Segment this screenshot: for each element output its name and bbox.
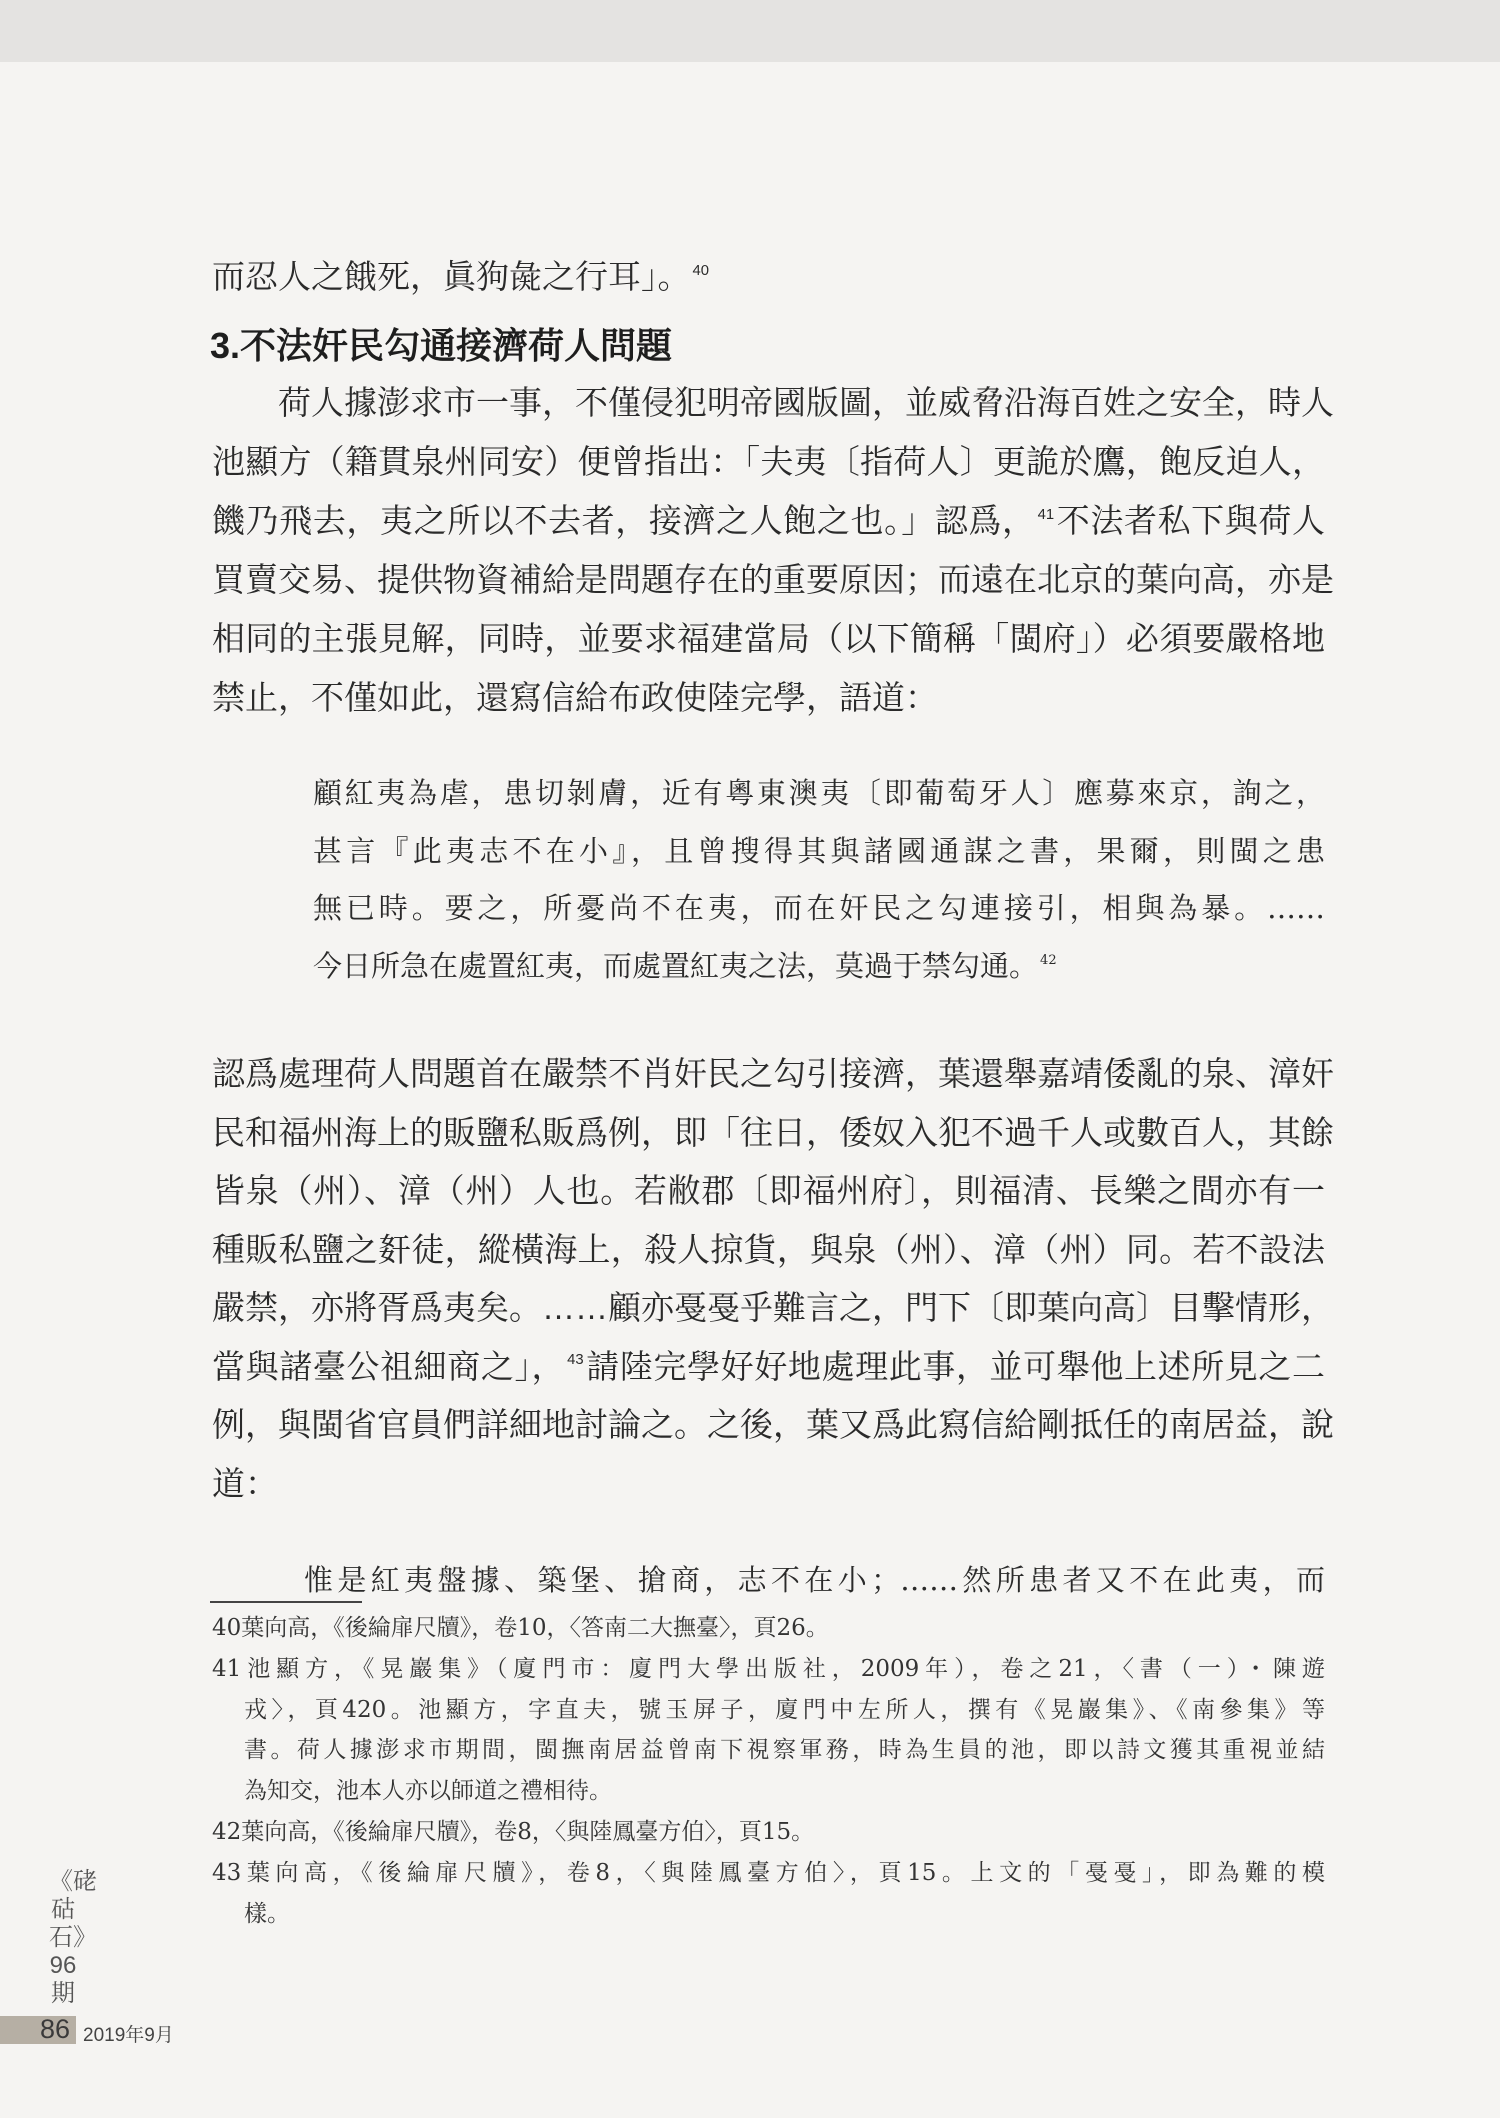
footnote-line: 43葉向高，《後綸扉尺牘》，卷8，〈與陸鳳臺方伯〉，頁15。上文的「戞戞」，即為難的模	[212, 1859, 1325, 1886]
footnote-line: 42葉向高，《後綸扉尺牘》，卷8，〈與陸鳳臺方伯〉，頁15。	[212, 1818, 815, 1845]
text-line	[212, 1396, 1334, 1455]
text-line	[212, 1045, 1334, 1104]
text-line	[212, 1455, 1325, 1514]
footnote-line: 書。荷人據澎求市期間，閩撫南居益曾南下視察軍務，時為生員的池，即以詩文獲其重視並結	[244, 1737, 1325, 1764]
text-segment: 請陸完學好好地處理此事，並可舉他上述所見之二	[585, 1347, 1326, 1385]
text-segment: 荷人據澎求市一事，不僅侵犯明帝國版圖，並威脅沿海百姓之安全，時人	[278, 384, 1334, 421]
text-segment: 饑乃飛去，夷之所以不去者，接濟之人飽之也。」認爲，	[212, 502, 1036, 539]
text-segment: 而忍人之餓死，眞狗彘之行耳」。	[212, 258, 691, 295]
block-quote-1	[313, 765, 1325, 995]
text-segment: 認爲處理荷人問題首在嚴禁不肖奸民之勾引接濟，葉還舉嘉靖倭亂的泉、漳奸	[212, 1055, 1334, 1092]
text-segment: 買賣交易、提供物資補給是問題存在的重要原因；而遠在北京的葉向高，亦是	[212, 561, 1334, 598]
text-segment: 不法者私下與荷人	[1056, 502, 1326, 539]
footnote-ref: 43	[567, 1352, 584, 1369]
text-line	[212, 491, 1325, 550]
footnote-ref: 42	[1040, 953, 1057, 969]
text-segment: 種販私鹽之姧徒，縱橫海上，殺人掠貨，與泉（州）、漳（州）同。若不設法	[212, 1230, 1325, 1268]
text-segment: 相同的主張見解，同時，並要求福建當局（以下簡稱「閩府」）必須要嚴格地	[212, 620, 1325, 657]
issue-date: 2019年9月	[83, 2025, 174, 2046]
footnote-line: 為知交，池本人亦以師道之禮相待。	[244, 1778, 612, 1805]
footnote-line: 戎〉，頁420。池顯方，字直夫，號玉屏子，廈門中左所人，撰有《晃巖集》、《南參集》等	[244, 1696, 1325, 1723]
text-line	[212, 373, 1334, 432]
page-number: 86	[40, 2014, 71, 2044]
text-segment: 禁止，不僅如此，還寫信給布政使陸完學，語道：	[212, 679, 938, 716]
text-line	[212, 1551, 1325, 1609]
paragraph-1	[212, 373, 1334, 727]
block-quote-2	[212, 1551, 1325, 1609]
scan-top-band	[0, 0, 1500, 62]
text-segment: 當與諸臺公祖細商之」，	[212, 1347, 566, 1385]
footnote-line: 樣。	[244, 1900, 290, 1927]
text-line	[212, 432, 1325, 491]
text-line	[212, 550, 1334, 609]
text-line	[313, 938, 1325, 996]
text-line	[212, 668, 1325, 727]
text-line	[212, 1104, 1334, 1163]
text-segment: 道：	[212, 1464, 278, 1502]
text-segment: 嚴禁，亦將胥爲夷矣。……顧亦戞戞乎難言之，門下〔即葉向高〕目擊情形，	[212, 1289, 1334, 1326]
text-segment: 今日所急在處置紅夷，而處置紅夷之法，莫過于禁勾通。	[313, 948, 1039, 983]
journal-title-vertical: 《硓𥑮石》96期	[49, 1868, 97, 2007]
text-segment: 池顯方（籍貫泉州同安）便曾指出：「夫夷〔指荷人〕更詭於鷹，飽反迫人，	[212, 443, 1325, 480]
text-segment: 惟是紅夷盤據、築堡、搶商，志不在小；……然所患者又不在此夷，而	[304, 1563, 1325, 1597]
text-line	[313, 765, 1325, 823]
intro-text	[212, 248, 812, 306]
text-line	[212, 1338, 1325, 1397]
footnote-separator	[210, 1601, 362, 1603]
text-segment: 顧紅夷為虐，患切剝膚，近有粵東澳夷〔即葡萄牙人〕應募來京，詢之，	[313, 776, 1325, 810]
text-segment: 例，與閩省官員們詳細地討論之。之後，葉又爲此寫信給剛抵任的南居益，說	[212, 1406, 1334, 1443]
text-segment: 皆泉（州）、漳（州）人也。若敝郡〔即福州府〕，則福清、長樂之間亦有一	[212, 1172, 1325, 1209]
text-line	[212, 1221, 1325, 1280]
footnotes	[212, 1608, 1325, 1934]
footnote-ref: 41	[1037, 506, 1055, 523]
text-segment: 甚言『此夷志不在小』，且曾搜得其與諸國通謀之書，果爾，則閩之患	[313, 833, 1325, 868]
text-line	[313, 823, 1325, 881]
text-line	[313, 880, 1325, 938]
section-heading: 3.不法奸民勾通接濟荷人問題	[210, 325, 673, 366]
text-line	[212, 1279, 1334, 1338]
footnote-ref: 40	[692, 262, 710, 279]
text-segment: 民和福州海上的販鹽私販爲例，即「往日，倭奴入犯不過千人或數百人，其餘	[212, 1113, 1334, 1151]
paragraph-2	[212, 1045, 1334, 1513]
text-line	[212, 1162, 1325, 1221]
text-line	[212, 609, 1325, 668]
footnote-line: 40葉向高，《後綸扉尺牘》，卷10，〈答南二大撫臺〉，頁26。	[212, 1615, 829, 1641]
intro-line	[212, 248, 812, 306]
text-segment: 無已時。要之，所憂尚不在夷，而在奸民之勾連接引，相與為暴。……	[313, 891, 1325, 926]
footnote-line: 41池顯方，《晃巖集》（廈門市：廈門大學出版社，2009年），卷之21，〈書（一）・陳遊	[212, 1655, 1325, 1682]
